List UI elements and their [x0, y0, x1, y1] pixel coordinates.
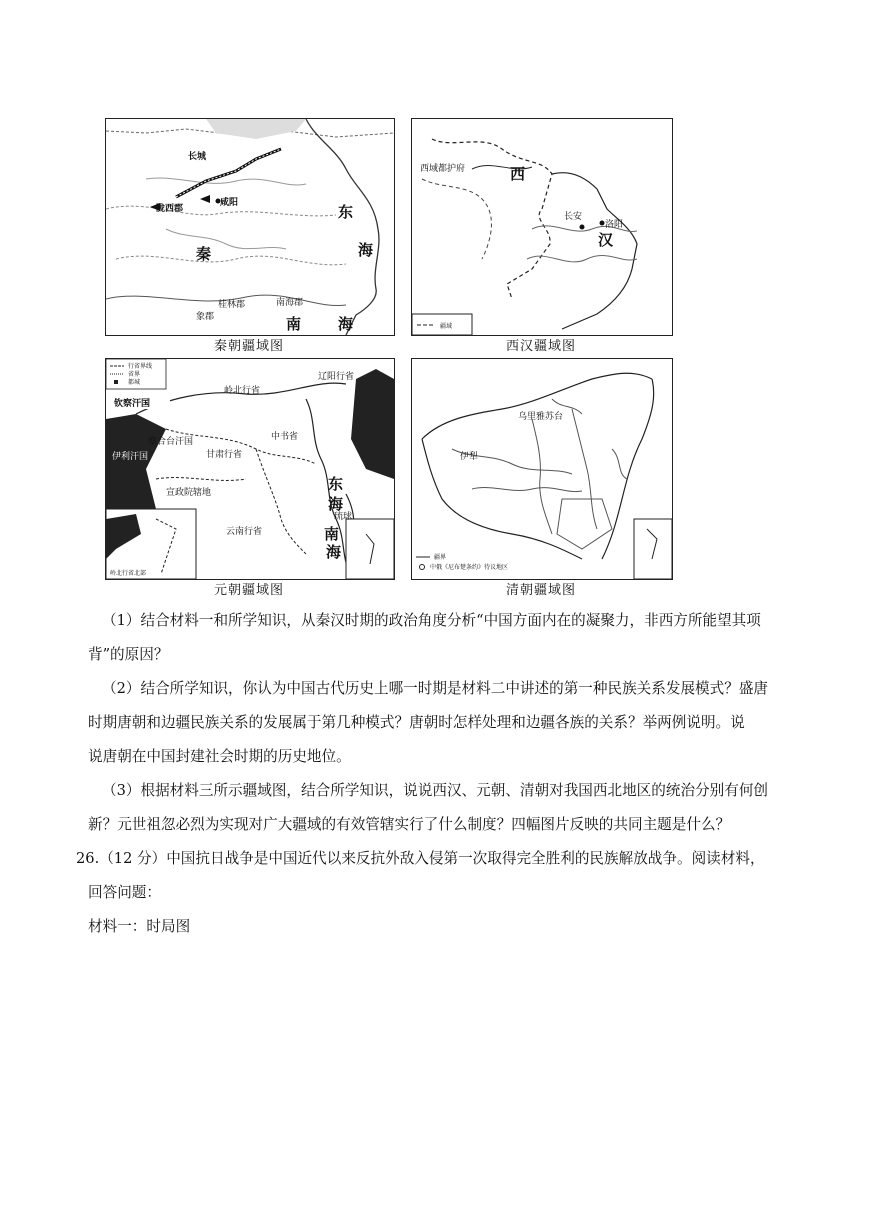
xihan-label-luoyang: 洛阳 [605, 220, 624, 230]
yuan-label-yunnan: 云南行省 [226, 527, 263, 537]
q1-line1: （1）结合材料一和所学知识，从秦汉时期的政治角度分析“中国方面内在的凝聚力，非西方所能望其项 [102, 612, 761, 629]
yuan-legend2: 省界 [128, 371, 141, 378]
q26-line2: 回答问题： [88, 884, 161, 901]
material1-label: 材料一：时局图 [88, 918, 191, 935]
yuan-inset-label: 岭北行省北部 [110, 570, 147, 577]
yuan-label-hai2: 海 [326, 543, 342, 561]
yuan-caption: 元朝疆域图 [213, 583, 284, 598]
q26-line1: 26.（12 分）中国抗日战争是中国近代以来反抗外敌入侵第一次取得完全胜利的民族解放战争。阅读材料， [76, 850, 765, 867]
qin-label-xiang: 象郡 [196, 312, 215, 322]
yuan-label-gansu: 甘肃行省 [206, 450, 243, 460]
q2-line1: （2）结合所学知识，你认为中国古代历史上哪一时期是材料二中讲述的第一种民族关系发展模式？盛唐 [102, 680, 769, 697]
yuan-label-liuqiu: 琉球 [334, 512, 353, 522]
qin-label-xianyang: 咸阳 [220, 198, 239, 208]
yuan-label-lingbei: 岭北行省 [224, 386, 261, 396]
yuan-label-yili: 伊利汗国 [112, 452, 149, 462]
qing-legend1: 疆界 [434, 554, 447, 561]
xihan-label-duhu: 西域都护府 [420, 164, 466, 174]
qin-map [105, 118, 395, 336]
qin-label-guilin: 桂林郡 [218, 300, 246, 310]
qin-label-hai: 海 [358, 241, 374, 259]
yuan-label-hai: 海 [328, 495, 344, 513]
q26-block [76, 842, 784, 944]
qing-label-wuliyasutai: 乌里雅苏台 [518, 412, 564, 422]
yuan-label-nan: 南 [324, 525, 340, 543]
yuan-label-liaoyang: 辽阳行省 [318, 372, 355, 382]
xihan-label-han: 汉 [598, 231, 614, 249]
questions-block [88, 604, 784, 842]
qin-label-nanhaijun: 南海郡 [276, 298, 304, 308]
qin-label-qin: 秦 [196, 245, 212, 263]
xihan-label-xi: 西 [510, 165, 526, 183]
qing-map [411, 358, 673, 580]
yuan-legend3: 都城 [128, 379, 141, 386]
qin-label-changcheng: 长城 [188, 152, 207, 162]
qin-label-nan: 南 [286, 315, 302, 333]
qin-caption: 秦朝疆域图 [213, 339, 284, 354]
q2-line2: 时期唐朝和边疆民族关系的发展属于第几种模式？唐朝时怎样处理和边疆各族的关系？举两例说明。说 [88, 714, 745, 731]
qing-label-yili: 伊犁 [460, 452, 479, 462]
yuan-label-dong: 东 [328, 475, 344, 493]
xihan-label-changan: 长安 [564, 212, 583, 222]
q2-line3: 说唐朝在中国封建社会时期的历史地位。 [88, 748, 351, 765]
yuan-label-qincha: 钦察汗国 [114, 399, 151, 409]
yuan-label-zhongshu: 中书省 [271, 432, 299, 442]
qing-legend2: 中俄《尼布楚条约》待议地区 [430, 564, 509, 571]
yuan-map [105, 358, 395, 580]
xihan-caption: 西汉疆域图 [505, 339, 576, 354]
q3-line1: （3）根据材料三所示疆域图，结合所学知识，说说西汉、元朝、清朝对我国西北地区的统治分别有何创 [102, 782, 769, 799]
yuan-legend1: 行省界线 [128, 363, 153, 370]
xihan-legend: 疆域 [440, 323, 453, 330]
yuan-label-chahetai: 察合台汗国 [148, 437, 194, 447]
qin-label-hai2: 海 [338, 315, 354, 333]
qing-caption: 清朝疆域图 [505, 583, 576, 598]
qin-label-longxi: 陇西郡 [156, 204, 184, 214]
q3-line2: 新？元世祖忽必烈为实现对广大疆域的有效管辖实行了什么制度？四幅图片反映的共同主题是什么？ [88, 816, 731, 833]
qin-label-dong: 东 [338, 203, 354, 221]
q1-line2: 背”的原因？ [88, 646, 169, 663]
yuan-label-xuanzheng: 宣政院辖地 [166, 488, 212, 498]
xihan-map [411, 118, 673, 336]
